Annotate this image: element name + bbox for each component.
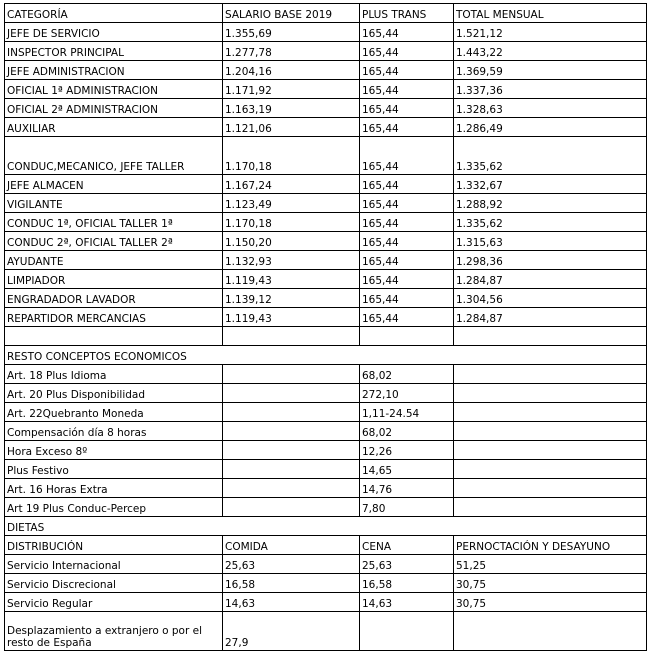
table-row (5, 99, 647, 118)
plus-trans-cell: 165,44 (360, 175, 454, 194)
cena-cell: 14,63 (360, 593, 454, 612)
pernoctacion-cell: 30,75 (454, 593, 647, 612)
plus-trans-cell: 165,44 (360, 251, 454, 270)
importe-cell: 1,11-24.54 (360, 403, 454, 422)
total-cell: 1.521,12 (454, 23, 647, 42)
categoria-cell: CONDUC 2ª, OFICIAL TALLER 2ª (5, 232, 223, 251)
table-row (5, 175, 647, 194)
categoria-cell: LIMPIADOR (5, 270, 223, 289)
plus-trans-cell: 165,44 (360, 80, 454, 99)
table-row (5, 555, 647, 574)
empty-cell (223, 498, 360, 517)
plus-trans-cell: 165,44 (360, 61, 454, 80)
resto-section-title: RESTO CONCEPTOS ECONOMICOS (5, 346, 647, 365)
salario-cell: 1.163,19 (223, 99, 360, 118)
salario-cell: 1.355,69 (223, 23, 360, 42)
table-row (5, 42, 647, 61)
comida-cell: 27,9 (223, 612, 360, 651)
salario-cell: 1.204,16 (223, 61, 360, 80)
salario-cell: 1.119,43 (223, 308, 360, 327)
categoria-cell: REPARTIDOR MERCANCIAS (5, 308, 223, 327)
empty-cell (454, 403, 647, 422)
total-cell: 1.335,62 (454, 137, 647, 175)
total-cell: 1.284,87 (454, 270, 647, 289)
total-cell: 1.332,67 (454, 175, 647, 194)
cena-cell: 16,58 (360, 574, 454, 593)
distribucion-cell: Servicio Internacional (5, 555, 223, 574)
salario-cell: 1.139,12 (223, 289, 360, 308)
cena-cell (360, 612, 454, 651)
empty-cell (223, 384, 360, 403)
salario-cell: 1.123,49 (223, 194, 360, 213)
categoria-cell: JEFE ADMINISTRACION (5, 61, 223, 80)
plus-trans-cell: 165,44 (360, 270, 454, 289)
categoria-cell: OFICIAL 1ª ADMINISTRACION (5, 80, 223, 99)
table-row (5, 61, 647, 80)
section-title-row (5, 517, 647, 536)
empty-cell (454, 460, 647, 479)
table-row (5, 251, 647, 270)
header-total-mensual: TOTAL MENSUAL (454, 4, 647, 23)
plus-trans-cell: 165,44 (360, 232, 454, 251)
total-cell: 1.328,63 (454, 99, 647, 118)
total-cell: 1.443,22 (454, 42, 647, 61)
empty-cell (360, 327, 454, 346)
categoria-cell: ENGRADADOR LAVADOR (5, 289, 223, 308)
plus-trans-cell: 165,44 (360, 23, 454, 42)
pernoctacion-cell (454, 612, 647, 651)
comida-cell: 16,58 (223, 574, 360, 593)
table-row (5, 422, 647, 441)
table-row (5, 498, 647, 517)
total-cell: 1.286,49 (454, 118, 647, 137)
comida-cell: 14,63 (223, 593, 360, 612)
empty-cell (223, 441, 360, 460)
header-salario-base: SALARIO BASE 2019 (223, 4, 360, 23)
importe-cell: 272,10 (360, 384, 454, 403)
empty-cell (454, 384, 647, 403)
table-row (5, 441, 647, 460)
empty-cell (223, 365, 360, 384)
salario-cell: 1.167,24 (223, 175, 360, 194)
salario-cell: 1.171,92 (223, 80, 360, 99)
total-cell: 1.298,36 (454, 251, 647, 270)
table-row (5, 118, 647, 137)
categoria-cell: INSPECTOR PRINCIPAL (5, 42, 223, 61)
categoria-cell: JEFE ALMACEN (5, 175, 223, 194)
empty-cell (223, 327, 360, 346)
dietas-section-title: DIETAS (5, 517, 647, 536)
concepto-cell: Hora Exceso 8º (5, 441, 223, 460)
concepto-cell: Plus Festivo (5, 460, 223, 479)
importe-cell: 12,26 (360, 441, 454, 460)
concepto-cell: Art. 22Quebranto Moneda (5, 403, 223, 422)
salario-cell: 1.170,18 (223, 213, 360, 232)
cena-cell: 25,63 (360, 555, 454, 574)
concepto-cell: Art. 20 Plus Disponibilidad (5, 384, 223, 403)
total-cell: 1.335,62 (454, 213, 647, 232)
header-categoria: CATEGORÍA (5, 4, 223, 23)
comida-cell: 25,63 (223, 555, 360, 574)
table-row (5, 365, 647, 384)
plus-trans-cell: 165,44 (360, 99, 454, 118)
plus-trans-cell: 165,44 (360, 42, 454, 61)
header-row (5, 4, 647, 23)
table-row (5, 232, 647, 251)
table-row (5, 403, 647, 422)
table-row (5, 593, 647, 612)
empty-cell (5, 327, 223, 346)
empty-cell (454, 422, 647, 441)
table-row (5, 574, 647, 593)
categoria-cell: AYUDANTE (5, 251, 223, 270)
empty-cell (223, 460, 360, 479)
empty-cell (223, 479, 360, 498)
empty-cell (454, 498, 647, 517)
header-distribucion: DISTRIBUCIÓN (5, 536, 223, 555)
importe-cell: 14,76 (360, 479, 454, 498)
empty-row (5, 327, 647, 346)
table-row (5, 612, 647, 651)
salario-cell: 1.132,93 (223, 251, 360, 270)
distribucion-cell: Servicio Discrecional (5, 574, 223, 593)
plus-trans-cell: 165,44 (360, 308, 454, 327)
importe-cell: 68,02 (360, 365, 454, 384)
table-row (5, 80, 647, 99)
header-cena: CENA (360, 536, 454, 555)
plus-trans-cell: 165,44 (360, 289, 454, 308)
salario-cell: 1.121,06 (223, 118, 360, 137)
categoria-cell: OFICIAL 2ª ADMINISTRACION (5, 99, 223, 118)
total-cell: 1.304,56 (454, 289, 647, 308)
distribucion-cell: Servicio Regular (5, 593, 223, 612)
salario-cell: 1.119,43 (223, 270, 360, 289)
concepto-cell: Art. 18 Plus Idioma (5, 365, 223, 384)
total-cell: 1.315,63 (454, 232, 647, 251)
categoria-cell: AUXILIAR (5, 118, 223, 137)
categoria-cell: VIGILANTE (5, 194, 223, 213)
importe-cell: 68,02 (360, 422, 454, 441)
table-row (5, 479, 647, 498)
plus-trans-cell: 165,44 (360, 137, 454, 175)
categoria-cell: JEFE DE SERVICIO (5, 23, 223, 42)
header-comida: COMIDA (223, 536, 360, 555)
empty-cell (454, 365, 647, 384)
table-row (5, 289, 647, 308)
table-row (5, 23, 647, 42)
salary-table (4, 3, 647, 651)
empty-cell (223, 422, 360, 441)
dietas-header-row (5, 536, 647, 555)
concepto-cell: Compensación día 8 horas (5, 422, 223, 441)
concepto-cell: Art 19 Plus Conduc-Percep (5, 498, 223, 517)
importe-cell: 7,80 (360, 498, 454, 517)
empty-cell (454, 441, 647, 460)
table-row (5, 270, 647, 289)
pernoctacion-cell: 51,25 (454, 555, 647, 574)
salario-cell: 1.150,20 (223, 232, 360, 251)
importe-cell: 14,65 (360, 460, 454, 479)
total-cell: 1.288,92 (454, 194, 647, 213)
pernoctacion-cell: 30,75 (454, 574, 647, 593)
empty-cell (223, 403, 360, 422)
salario-cell: 1.170,18 (223, 137, 360, 175)
total-cell: 1.337,36 (454, 80, 647, 99)
categoria-cell: CONDUC 1ª, OFICIAL TALLER 1ª (5, 213, 223, 232)
header-plus-trans: PLUS TRANS (360, 4, 454, 23)
concepto-cell: Art. 16 Horas Extra (5, 479, 223, 498)
table-row (5, 460, 647, 479)
total-cell: 1.284,87 (454, 308, 647, 327)
empty-cell (454, 327, 647, 346)
section-title-row (5, 346, 647, 365)
table-row (5, 137, 647, 175)
total-cell: 1.369,59 (454, 61, 647, 80)
table-row (5, 384, 647, 403)
distribucion-cell: Desplazamiento a extranjero o por el resto de España (5, 612, 223, 651)
plus-trans-cell: 165,44 (360, 213, 454, 232)
empty-cell (454, 479, 647, 498)
table-row (5, 194, 647, 213)
table-row (5, 213, 647, 232)
categoria-cell: CONDUC,MECANICO, JEFE TALLER (5, 137, 223, 175)
plus-trans-cell: 165,44 (360, 118, 454, 137)
header-pernoctacion: PERNOCTACIÓN Y DESAYUNO (454, 536, 647, 555)
table-row (5, 308, 647, 327)
salario-cell: 1.277,78 (223, 42, 360, 61)
plus-trans-cell: 165,44 (360, 194, 454, 213)
